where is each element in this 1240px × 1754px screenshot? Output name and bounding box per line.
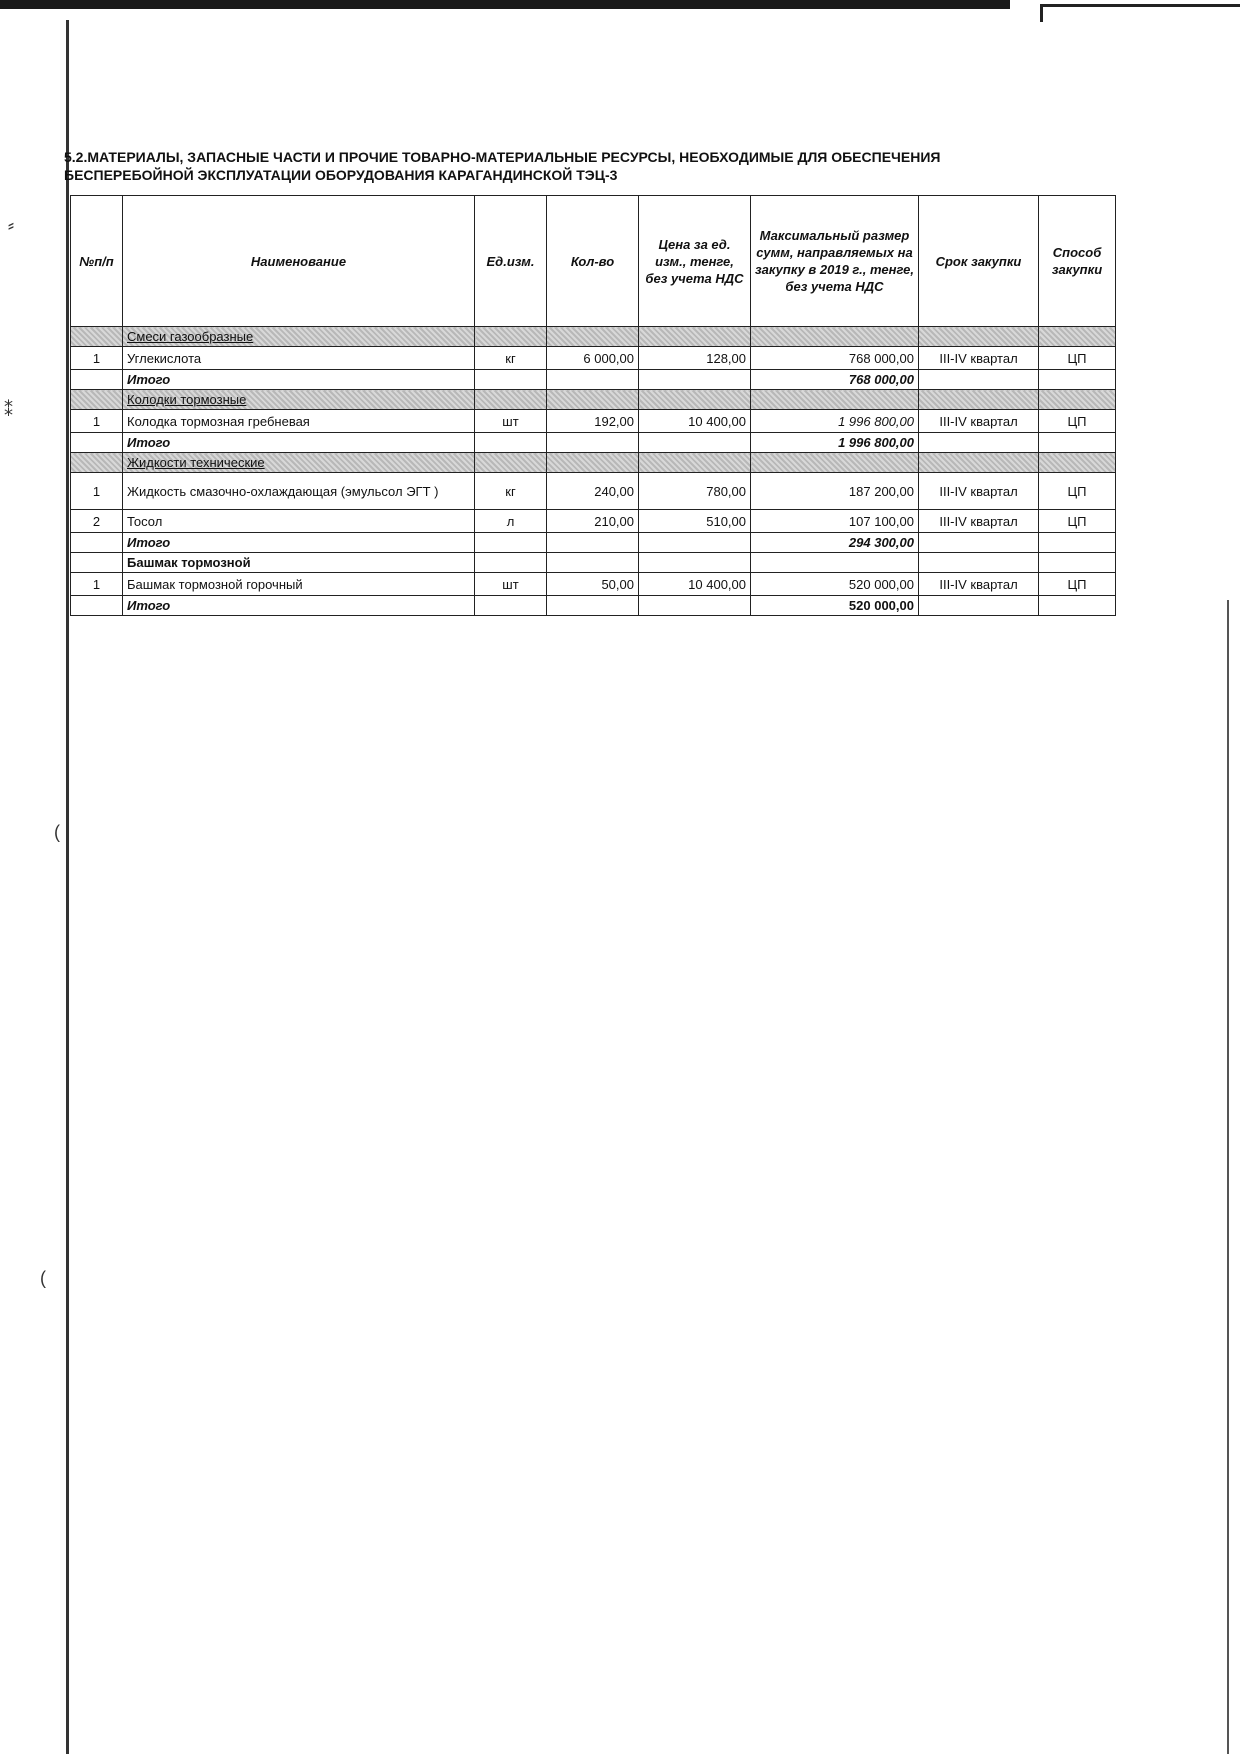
total-label: Итого bbox=[123, 596, 475, 616]
group-row bbox=[71, 327, 1116, 347]
item-sum: 107 100,00 bbox=[751, 510, 919, 533]
item-name: Колодка тормозная гребневая bbox=[123, 410, 475, 433]
total-row bbox=[71, 370, 1116, 390]
group-name: Колодки тормозные bbox=[123, 390, 475, 410]
total-value: 520 000,00 bbox=[751, 596, 919, 616]
group-name: Смеси газообразные bbox=[123, 327, 475, 347]
scan-speck: ( bbox=[54, 822, 60, 842]
group-name: Жидкости технические bbox=[123, 453, 475, 473]
col-header-max-sum: Максимальный размер сумм, направляемых на закупку в 2019 г., тенге, без учета НДС bbox=[751, 196, 919, 327]
group-row bbox=[71, 390, 1116, 410]
total-label: Итого bbox=[123, 533, 475, 553]
item-unit: шт bbox=[475, 573, 547, 596]
item-sum: 768 000,00 bbox=[751, 347, 919, 370]
group-name: Башмак тормозной bbox=[123, 553, 475, 573]
total-row bbox=[71, 433, 1116, 453]
table-row bbox=[71, 510, 1116, 533]
item-term: III-IV квартал bbox=[919, 473, 1039, 510]
item-sum: 520 000,00 bbox=[751, 573, 919, 596]
item-term: III-IV квартал bbox=[919, 573, 1039, 596]
col-header-unit: Ед.изм. bbox=[475, 196, 547, 327]
total-value: 1 996 800,00 bbox=[751, 433, 919, 453]
item-method: ЦП bbox=[1039, 347, 1116, 370]
total-value: 294 300,00 bbox=[751, 533, 919, 553]
scan-edge-top bbox=[0, 0, 1010, 9]
total-label: Итого bbox=[123, 433, 475, 453]
table-row bbox=[71, 410, 1116, 433]
total-value: 768 000,00 bbox=[751, 370, 919, 390]
group-row bbox=[71, 453, 1116, 473]
item-num: 1 bbox=[71, 473, 123, 510]
group-row bbox=[71, 553, 1116, 573]
col-header-name: Наименование bbox=[123, 196, 475, 327]
col-header-qty: Кол-во bbox=[547, 196, 639, 327]
item-sum: 1 996 800,00 bbox=[751, 410, 919, 433]
scan-speck: ⸗ bbox=[8, 215, 14, 235]
col-header-num: №п/п bbox=[71, 196, 123, 327]
item-qty: 50,00 bbox=[547, 573, 639, 596]
item-qty: 210,00 bbox=[547, 510, 639, 533]
item-price: 10 400,00 bbox=[639, 410, 751, 433]
procurement-table bbox=[70, 195, 1116, 616]
item-term: III-IV квартал bbox=[919, 510, 1039, 533]
item-term: III-IV квартал bbox=[919, 347, 1039, 370]
title-line-2: БЕСПЕРЕБОЙНОЙ ЭКСПЛУАТАЦИИ ОБОРУДОВАНИЯ КАРАГАНДИНСКОЙ ТЭЦ-3 bbox=[64, 167, 618, 183]
item-num: 1 bbox=[71, 410, 123, 433]
item-qty: 240,00 bbox=[547, 473, 639, 510]
item-method: ЦП bbox=[1039, 473, 1116, 510]
title-line-1: 5.2.МАТЕРИАЛЫ, ЗАПАСНЫЕ ЧАСТИ И ПРОЧИЕ ТОВАРНО-МАТЕРИАЛЬНЫЕ РЕСУРСЫ, НЕОБХОДИМЫЕ ДЛЯ ОБЕСПЕЧЕНИЯ bbox=[64, 149, 941, 165]
table-row bbox=[71, 473, 1116, 510]
item-term: III-IV квартал bbox=[919, 410, 1039, 433]
item-unit: л bbox=[475, 510, 547, 533]
table-row bbox=[71, 573, 1116, 596]
total-row bbox=[71, 533, 1116, 553]
scan-right-edge bbox=[1227, 600, 1229, 1754]
item-name: Жидкость смазочно-охлаждающая (эмульсол ЭГТ ) bbox=[123, 473, 475, 510]
col-header-term: Срок закупки bbox=[919, 196, 1039, 327]
item-method: ЦП bbox=[1039, 573, 1116, 596]
item-unit: кг bbox=[475, 347, 547, 370]
col-header-method: Способ закупки bbox=[1039, 196, 1116, 327]
item-price: 10 400,00 bbox=[639, 573, 751, 596]
item-method: ЦП bbox=[1039, 410, 1116, 433]
scan-speck: ( bbox=[40, 1268, 46, 1288]
col-header-price: Цена за ед. изм., тенге, без учета НДС bbox=[639, 196, 751, 327]
scan-left-edge bbox=[66, 20, 69, 1754]
scan-corner-mark bbox=[1040, 4, 1240, 22]
item-num: 2 bbox=[71, 510, 123, 533]
item-price: 780,00 bbox=[639, 473, 751, 510]
item-unit: кг bbox=[475, 473, 547, 510]
item-method: ЦП bbox=[1039, 510, 1116, 533]
table-row bbox=[71, 347, 1116, 370]
item-name: Тосол bbox=[123, 510, 475, 533]
item-sum: 187 200,00 bbox=[751, 473, 919, 510]
item-price: 510,00 bbox=[639, 510, 751, 533]
item-qty: 6 000,00 bbox=[547, 347, 639, 370]
item-name: Башмак тормозной горочный bbox=[123, 573, 475, 596]
header-row bbox=[71, 196, 1116, 327]
item-unit: шт bbox=[475, 410, 547, 433]
item-num: 1 bbox=[71, 347, 123, 370]
item-num: 1 bbox=[71, 573, 123, 596]
item-price: 128,00 bbox=[639, 347, 751, 370]
document-title bbox=[64, 148, 1064, 184]
total-label: Итого bbox=[123, 370, 475, 390]
item-qty: 192,00 bbox=[547, 410, 639, 433]
scan-speck: ⁑ bbox=[4, 400, 13, 420]
item-name: Углекислота bbox=[123, 347, 475, 370]
total-row bbox=[71, 596, 1116, 616]
